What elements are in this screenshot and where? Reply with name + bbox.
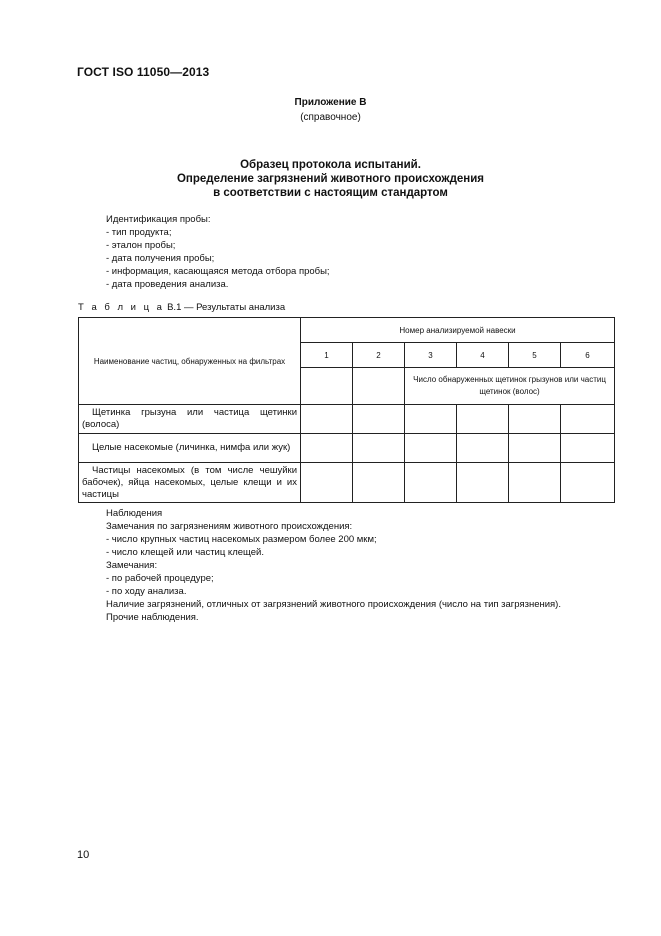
identification-heading: Идентификация пробы: [106,214,211,225]
sample-number-header: Номер анализируемой навески [301,318,615,343]
table-cell [353,434,405,463]
observation-line: Наличие загрязнений, отличных от загрязнений животного происхождения (число на тип загрязнения). [106,599,561,610]
appendix-subtitle: (справочное) [300,112,361,123]
list-item: - эталон пробы; [106,240,176,251]
title-line-3: в соответствии с настоящим стандартом [213,187,448,199]
table-cell [561,463,615,503]
table-cell [457,434,509,463]
table-cell [509,405,561,434]
results-table [78,317,615,503]
table-cell [301,434,353,463]
table-cell [561,405,615,434]
table-caption-label: Т а б л и ц а [78,302,165,313]
document-header: ГОСТ ISO 11050—2013 [77,65,210,79]
appendix-heading [0,95,661,125]
table-cell [405,463,457,503]
table-cell [353,405,405,434]
title-line-2: Определение загрязнений животного происхождения [176,173,485,185]
observations [106,507,561,624]
list-item: - дата проведения анализа. [106,279,229,290]
row-label: Целые насекомые (личинка, нимфа или жук) [79,434,301,463]
table-caption-text: В.1 — Результаты анализа [164,302,286,313]
table-cell [509,434,561,463]
table-cell [561,434,615,463]
observation-line: Замечания: [106,560,158,571]
row-label: Щетинка грызуна или частица щетинки (волоса) [79,405,301,434]
table-row [79,463,615,503]
sample-number: 6 [561,343,615,368]
count-header: Число обнаруженных щетинок грызунов или частиц щетинок (волос) [405,368,615,405]
list-item: - дата получения пробы; [106,253,215,264]
list-item: - тип продукта; [106,227,172,238]
observation-line: Замечания по загрязнениям животного происхождения: [106,521,353,532]
table-cell [509,463,561,503]
table-cell [301,405,353,434]
table-cell [457,463,509,503]
table-cell [405,405,457,434]
observation-line: Прочие наблюдения. [106,612,199,623]
observation-line: - по ходу анализа. [106,586,187,597]
title-line-1: Образец протокола испытаний. [240,159,421,171]
observation-line: Наблюдения [106,508,163,519]
observation-line: - по рабочей процедуре; [106,573,214,584]
table-row [79,405,615,434]
sample-number: 2 [353,343,405,368]
row-label: Частицы насекомых (в том числе чешуйки бабочек), яйца насекомых, целые клещи и их частицы [79,463,301,503]
observation-line: - число крупных частиц насекомых размером более 200 мкм; [106,534,377,545]
sample-number: 3 [405,343,457,368]
list-item: - информация, касающаяся метода отбора пробы; [106,266,330,277]
sample-number: 5 [509,343,561,368]
table-caption [78,302,285,313]
particle-name-header: Наименование частиц, обнаруженных на фильтрах [79,318,301,405]
appendix-title: Приложение В [294,97,367,108]
observation-line: - число клещей или частиц клещей. [106,547,264,558]
document-title [0,158,661,200]
sample-identification [106,213,330,291]
page-number: 10 [77,849,90,861]
table-cell [405,434,457,463]
table-cell [457,405,509,434]
sample-number: 4 [457,343,509,368]
table-cell [353,368,405,405]
table-cell [353,463,405,503]
table-row [79,434,615,463]
table-cell [301,463,353,503]
sample-number: 1 [301,343,353,368]
table-cell [301,368,353,405]
